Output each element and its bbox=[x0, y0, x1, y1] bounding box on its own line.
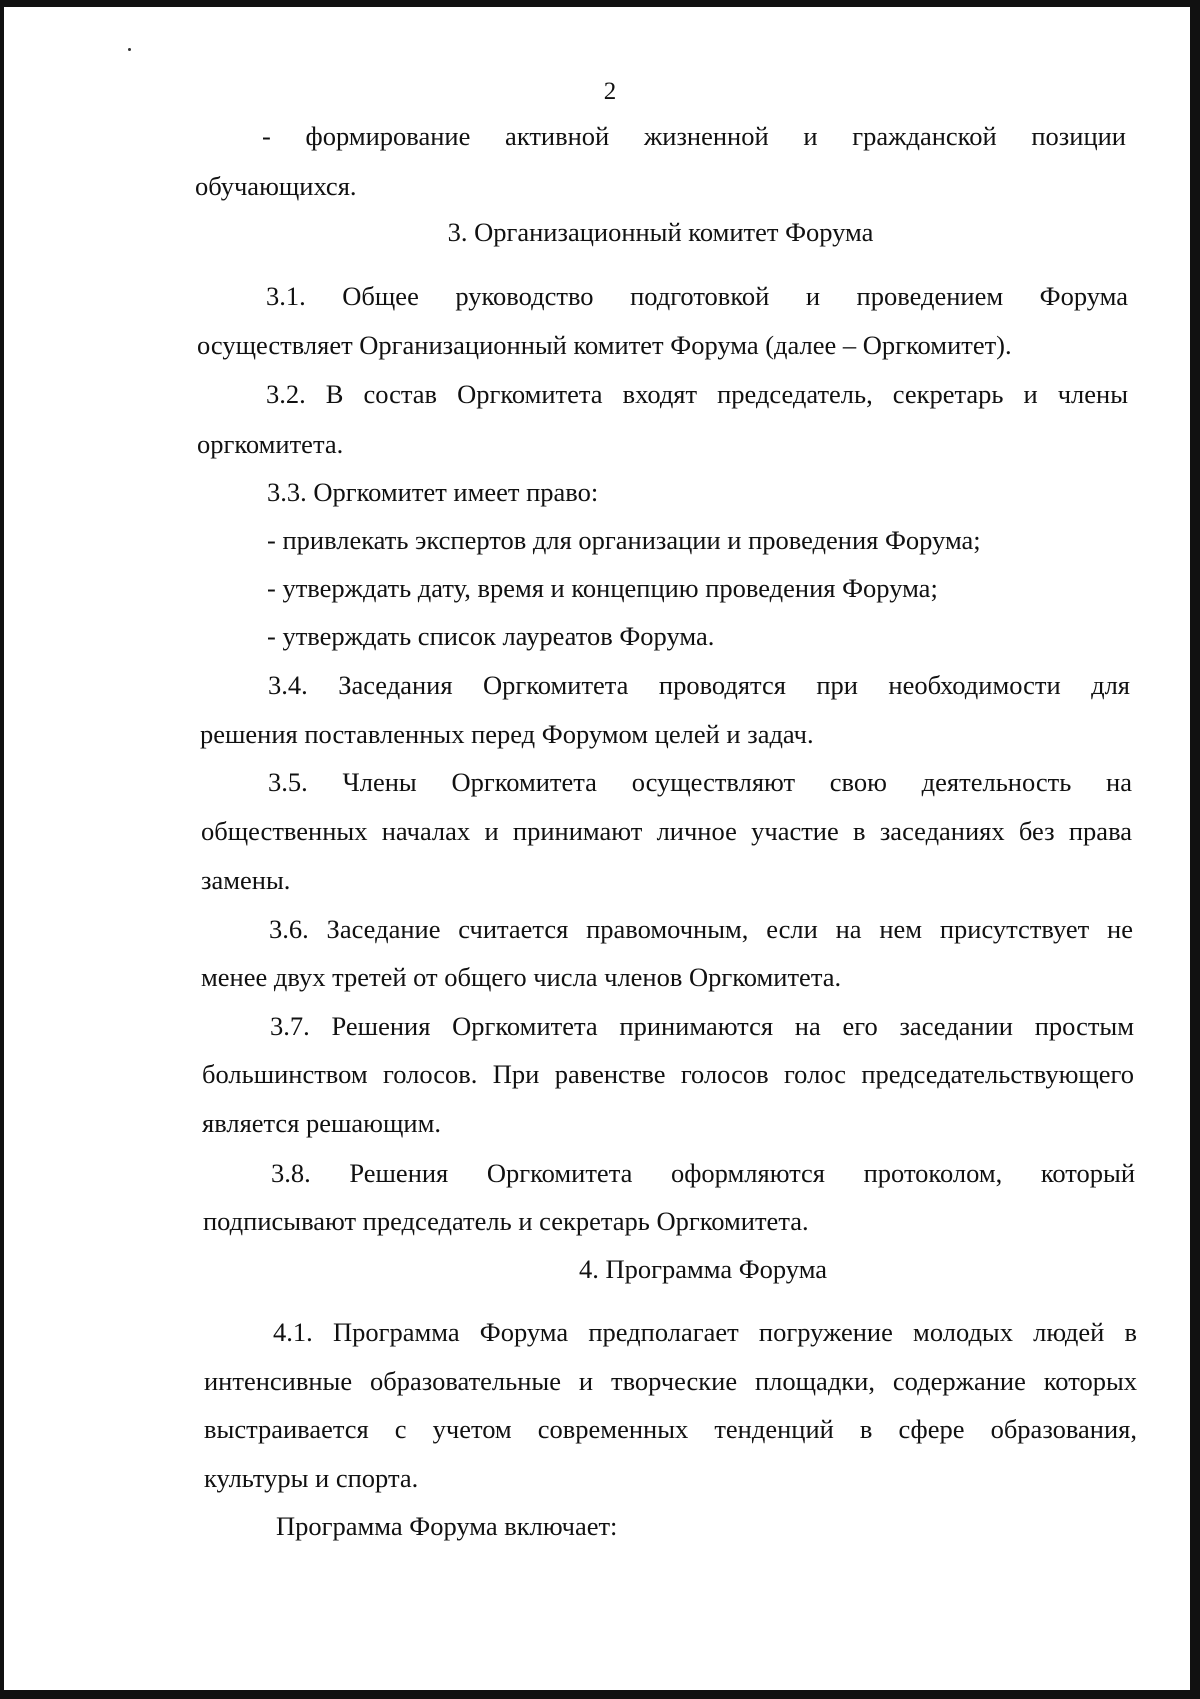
list-item: - привлекать экспертов для организации и проведения Форума; bbox=[267, 525, 981, 555]
paragraph-line: подписывают председатель и секретарь Оргкомитета. bbox=[203, 1206, 809, 1236]
paragraph-line: является решающим. bbox=[202, 1108, 441, 1138]
section-heading: 4. Программа Форума bbox=[578, 1254, 828, 1284]
list-item: - утверждать список лауреатов Форума. bbox=[267, 621, 715, 651]
scan-border-bottom bbox=[0, 1690, 1200, 1699]
paragraph-line: выстраивается с учетом современных тенденций в сфере образования, bbox=[204, 1414, 1137, 1444]
paragraph-line: - формирование активной жизненной и гражданской позиции bbox=[262, 121, 1126, 151]
paragraph-line: обучающихся. bbox=[195, 171, 357, 201]
scan-border-right bbox=[1190, 0, 1200, 1699]
paragraph-line: интенсивные образовательные и творческие площадки, содержание которых bbox=[204, 1366, 1137, 1396]
paragraph-line: 3.3. Оргкомитет имеет право: bbox=[267, 477, 599, 507]
scan-speck bbox=[128, 48, 131, 51]
paragraph-line: 3.8. Решения Оргкомитета оформляются протоколом, который bbox=[271, 1158, 1135, 1188]
paragraph-line: 3.4. Заседания Оргкомитета проводятся при необходимости для bbox=[268, 670, 1130, 700]
scan-border-left bbox=[0, 0, 4, 1699]
paragraph-line: Программа Форума включает: bbox=[276, 1511, 618, 1541]
paragraph-line: 3.5. Члены Оргкомитета осуществляют свою деятельность на bbox=[268, 767, 1132, 797]
paragraph-line: замены. bbox=[201, 865, 291, 895]
paragraph-line: 3.2. В состав Оргкомитета входят председатель, секретарь и члены bbox=[266, 379, 1128, 409]
paragraph-line: 3.7. Решения Оргкомитета принимаются на его заседании простым bbox=[270, 1011, 1134, 1041]
list-item: - утверждать дату, время и концепцию проведения Форума; bbox=[267, 573, 938, 603]
paragraph-line: 3.6. Заседание считается правомочным, если на нем присутствует не bbox=[269, 914, 1133, 944]
paragraph-line: оргкомитета. bbox=[197, 429, 344, 459]
paragraph-line: осуществляет Организационный комитет Форума (далее – Оргкомитет). bbox=[197, 330, 1012, 360]
paragraph-line: большинством голосов. При равенстве голосов голос председательствующего bbox=[202, 1059, 1134, 1089]
scan-border-top bbox=[0, 0, 1200, 7]
paragraph-line: решения поставленных перед Форумом целей и задач. bbox=[200, 719, 814, 749]
paragraph-line: культуры и спорта. bbox=[204, 1463, 419, 1493]
paragraph-line: общественных началах и принимают личное участие в заседаниях без права bbox=[201, 816, 1132, 846]
section-heading: 3. Организационный комитет Форума bbox=[447, 217, 874, 247]
paragraph-line: 4.1. Программа Форума предполагает погружение молодых людей в bbox=[273, 1317, 1137, 1347]
paragraph-line: менее двух третей от общего числа членов Оргкомитета. bbox=[201, 962, 842, 992]
page-number: 2 bbox=[603, 78, 617, 105]
paragraph-line: 3.1. Общее руководство подготовкой и проведением Форума bbox=[266, 281, 1128, 311]
